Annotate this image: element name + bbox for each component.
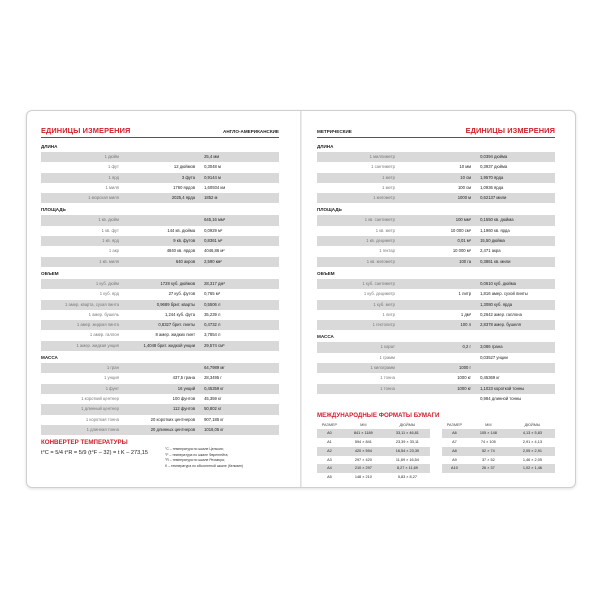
left-page-subtitle: АНГЛО-АМЕРИКАНСКИЕ xyxy=(223,129,279,134)
equivalent-cell: 2025,4 ярда xyxy=(122,193,198,203)
paper-cell: A10 xyxy=(442,464,467,473)
paper-cell: 16,54 × 23,39 xyxy=(385,447,430,456)
converted-cell xyxy=(474,363,555,373)
table-row xyxy=(317,215,555,225)
table-row xyxy=(41,300,279,310)
paper-cell: 5,83 × 8,27 xyxy=(397,475,417,480)
equivalent-cell: 144 кв. дюйма xyxy=(167,227,196,233)
paper-formats xyxy=(317,422,555,488)
paper-formats-title: МЕЖДУНАРОДНЫЕ ФОРМАТЫ БУМАГИ xyxy=(317,412,440,420)
temperature-note: °F – температура по шкале Фаренгейта; xyxy=(165,452,229,457)
unit-cell: 1 кв. фут xyxy=(101,227,119,233)
section-title: ДЛИНА xyxy=(41,144,58,149)
table-row xyxy=(41,330,279,340)
unit-cell: 1 куб. дюйм xyxy=(41,279,122,289)
equivalent-cell: 1,244 куб. фута xyxy=(164,311,196,317)
unit-cell: 1 короткий центнер xyxy=(81,395,119,401)
paper-row xyxy=(317,473,430,482)
converted-cell: 0,45359 кг xyxy=(198,384,279,394)
equivalent-cell: 1728 куб. дюймов xyxy=(122,279,198,289)
unit-cell: 1 кв. метр xyxy=(375,227,395,233)
unit-cell: 1 дюйм xyxy=(41,152,122,162)
table-row xyxy=(317,289,555,299)
paper-cell: A7 xyxy=(452,440,457,445)
paper-row xyxy=(442,438,555,447)
paper-header-cell: ММ xyxy=(360,423,367,428)
converted-cell: 35,239 л xyxy=(204,311,221,317)
table-row xyxy=(41,341,279,351)
equivalent-cell: 437,5 грана xyxy=(172,375,196,381)
table-row xyxy=(41,173,279,183)
unit-cell: 1 ярд xyxy=(41,173,122,183)
paper-cell: 33,11 × 46,81 xyxy=(385,429,430,438)
equivalent-cell: 0,01 м² xyxy=(398,236,474,246)
table-row xyxy=(317,246,555,256)
paper-header-cell: ДЮЙМЫ xyxy=(399,423,416,428)
equivalent-cell: 8 амер. жидких пинт xyxy=(155,332,196,338)
table-row xyxy=(317,279,555,289)
table-row xyxy=(317,183,555,193)
converted-cell: 3,086 грана xyxy=(474,342,555,352)
left-sections xyxy=(41,144,279,435)
unit-cell: 1 карат xyxy=(317,342,398,352)
converted-cell: 1,60934 км xyxy=(204,184,226,190)
converted-cell: 0,5506 л xyxy=(198,300,279,310)
table-row xyxy=(317,353,555,363)
paper-header-cell: РАЗМЕР xyxy=(446,423,463,428)
table-row xyxy=(41,183,279,193)
conversion-table xyxy=(317,342,555,404)
converted-cell: 0,03527 унции xyxy=(480,354,508,360)
converted-cell: 45,359 кг xyxy=(204,395,222,401)
unit-cell: 1 кв. миля xyxy=(41,257,122,267)
paper-cell: 74 × 105 xyxy=(480,440,496,445)
equivalent-cell: 0,2 г xyxy=(398,342,474,352)
equivalent-cell: 1000 г xyxy=(398,363,474,373)
paper-formats-table-left xyxy=(317,422,430,482)
paper-cell: 1,46 × 2,05 xyxy=(522,457,542,462)
paper-cell: 11,69 × 16,54 xyxy=(395,457,419,462)
table-row xyxy=(317,162,555,172)
unit-cell: 1 литр xyxy=(382,311,395,317)
equivalent-cell: 0,9689 брит. кварты xyxy=(122,300,198,310)
table-row xyxy=(317,236,555,246)
paper-cell: 297 × 420 xyxy=(354,457,372,462)
section-title: МАССА xyxy=(41,355,58,361)
converted-cell: 15,50 дюйма xyxy=(474,236,555,246)
converted-cell: 2,590 км² xyxy=(198,257,279,267)
table-row xyxy=(41,425,279,435)
unit-cell: 1 амер. жидкая пинта xyxy=(41,320,122,330)
equivalent-cell: 1,4048 брит. жидкой унции xyxy=(122,341,198,351)
paper-cell: 8,27 × 11,69 xyxy=(385,464,430,473)
table-row xyxy=(41,289,279,299)
paper-header-row xyxy=(317,422,430,429)
unit-cell: 1 метр xyxy=(382,184,395,190)
unit-cell xyxy=(317,394,398,404)
equivalent-cell xyxy=(398,353,474,363)
table-row xyxy=(41,394,279,404)
converted-cell: 29,574 см³ xyxy=(198,341,279,351)
unit-cell: 1 куб. метр xyxy=(317,300,398,310)
converted-cell: 0,3937 дюйма xyxy=(480,164,508,170)
equivalent-cell: 10 000 см² xyxy=(450,227,472,233)
paper-cell: 420 × 594 xyxy=(342,447,385,456)
paper-row xyxy=(442,429,555,438)
paper-cell: 1,02 × 1,46 xyxy=(510,464,555,473)
table-row xyxy=(41,257,279,267)
left-page-title: ЕДИНИЦЫ ИЗМЕРЕНИЯ xyxy=(41,126,131,135)
equivalent-cell xyxy=(122,215,198,225)
right-page-header xyxy=(317,123,555,138)
unit-cell: 1 грамм xyxy=(379,354,395,360)
unit-cell: 1 метр xyxy=(317,173,398,183)
unit-cell: 1 морская миля xyxy=(41,193,122,203)
unit-cell: 1 длинный центнер xyxy=(41,404,122,414)
converted-cell: 0,3048 м xyxy=(204,164,221,170)
converted-cell: 1852 м xyxy=(198,193,279,203)
paper-row xyxy=(317,438,430,447)
converted-cell: 3,7854 л xyxy=(204,332,221,338)
temperature-converter-title: КОНВЕРТЕР ТЕМПЕРАТУРЫ xyxy=(41,439,128,447)
paper-cell: 210 × 297 xyxy=(342,464,385,473)
paper-cell: 4,13 × 5,83 xyxy=(510,429,555,438)
unit-cell: 1 сантиметр xyxy=(371,164,395,170)
temperature-formula: t°C = 5/4 t°R = 5/9 (t°F – 32) = t K – 273,15 xyxy=(41,450,148,457)
converted-cell: 0,4732 л xyxy=(198,320,279,330)
paper-row xyxy=(317,447,430,456)
converted-cell: 0,3861 кв. мили xyxy=(474,257,555,267)
paper-cell: A0 xyxy=(317,429,342,438)
paper-formats-table-right xyxy=(442,422,555,473)
unit-cell: 1 кв. дециметр xyxy=(317,236,398,246)
temperature-note: K – температура по абсолютной шкале (Кельвин) xyxy=(165,463,244,468)
table-row xyxy=(41,373,279,383)
table-row xyxy=(41,193,279,203)
unit-cell: 1 тонна xyxy=(317,384,398,394)
equivalent-cell: 100 фунтов xyxy=(172,395,196,401)
table-row xyxy=(317,193,555,203)
paper-header-row xyxy=(442,422,555,429)
paper-cell: 26 × 37 xyxy=(467,464,510,473)
paper-header-cell: ДЮЙМЫ xyxy=(524,423,541,428)
left-page-header xyxy=(41,123,279,138)
equivalent-cell xyxy=(398,300,474,310)
equivalent-cell: 1000 кг xyxy=(398,384,474,394)
equivalent-cell: 100 мм² xyxy=(398,215,474,225)
book-spine xyxy=(300,111,302,487)
paper-row xyxy=(442,456,555,465)
unit-cell: 1 короткая тонна xyxy=(85,416,119,422)
table-row xyxy=(41,320,279,330)
table-row xyxy=(41,246,279,256)
unit-cell: 1 фунт xyxy=(41,384,122,394)
paper-cell: A9 xyxy=(452,457,457,462)
unit-cell: 1 фут xyxy=(108,164,119,170)
temperature-notes xyxy=(165,447,243,469)
table-row xyxy=(41,162,279,172)
paper-cell: 2,05 × 2,91 xyxy=(510,447,555,456)
table-row xyxy=(317,384,555,394)
converted-cell: 0,8361 м² xyxy=(198,236,279,246)
paper-cell: 594 × 841 xyxy=(354,440,372,445)
converted-cell: 0,9144 м xyxy=(198,173,279,183)
equivalent-cell: 27 куб. футов xyxy=(168,291,196,297)
converted-cell: 1,9570 ярда xyxy=(474,173,555,183)
unit-cell: 1 миля xyxy=(105,184,119,190)
converted-cell: 0,984 длинной тонны xyxy=(480,395,522,401)
section-title: ПЛОЩАДЬ xyxy=(41,207,66,213)
table-row xyxy=(41,310,279,320)
equivalent-cell xyxy=(122,152,198,162)
section-title: ОБЪЕМ xyxy=(317,270,335,276)
paper-cell: 148 × 210 xyxy=(354,475,372,480)
temperature-note: °R – температура по шкале Реомюра; xyxy=(165,458,225,463)
converted-cell: 0,0394 дюйма xyxy=(474,152,555,162)
table-row xyxy=(41,226,279,236)
temperature-note: °C – температура по шкале Цельсия; xyxy=(165,447,224,452)
unit-cell: 1 амер. кварта, сухая пинта xyxy=(41,300,122,310)
paper-row xyxy=(317,456,430,465)
converted-cell: 0,1550 кв. дюйма xyxy=(474,215,555,225)
equivalent-cell: 1 литр xyxy=(458,291,472,297)
table-row xyxy=(41,363,279,373)
equivalent-cell: 112 фунтов xyxy=(122,404,198,414)
paper-cell: 2,91 × 4,13 xyxy=(522,440,542,445)
converted-cell: 2,471 акра xyxy=(480,248,501,254)
table-row xyxy=(317,320,555,330)
equivalent-cell: 12 дюймов xyxy=(173,164,196,170)
equivalent-cell: 16 унций xyxy=(122,384,198,394)
converted-cell: 64,7989 мг xyxy=(198,363,279,373)
equivalent-cell: 10 см xyxy=(398,173,474,183)
temperature-converter xyxy=(41,446,279,476)
converted-cell: 1,0936 ярда xyxy=(480,184,504,190)
paper-cell: A8 xyxy=(442,447,467,456)
equivalent-cell: 100 га xyxy=(398,257,474,267)
conversion-table xyxy=(317,215,555,266)
converted-cell: 28,317 дм³ xyxy=(198,279,279,289)
converted-cell: 907,185 кг xyxy=(204,416,224,422)
unit-cell: 1 куб. сантиметр xyxy=(317,279,398,289)
section-title: ПЛОЩАДЬ xyxy=(317,207,342,213)
table-row xyxy=(317,363,555,373)
equivalent-cell: 10 000 м² xyxy=(452,248,472,254)
equivalent-cell: 0,8327 брит. пинты xyxy=(122,320,198,330)
table-row xyxy=(41,279,279,289)
unit-cell: 1 кв. ярд xyxy=(41,236,122,246)
converted-cell: 1016,05 кг xyxy=(198,425,279,435)
section-title: МАССА xyxy=(317,334,334,340)
table-row xyxy=(41,152,279,162)
equivalent-cell: 1760 ярдов xyxy=(173,184,196,190)
section-title: ДЛИНА xyxy=(317,144,334,149)
converted-cell: 1,1960 кв. ярда xyxy=(480,227,510,233)
right-page xyxy=(317,123,555,488)
unit-cell: 1 кв. сантиметр xyxy=(317,215,398,225)
unit-cell: 1 гектолитр xyxy=(317,320,398,330)
section-title: ОБЪЕМ xyxy=(41,270,59,276)
paper-cell: A4 xyxy=(317,464,342,473)
table-row xyxy=(41,384,279,394)
converted-cell: 0,2642 амер. галлона xyxy=(480,311,522,317)
paper-cell: A5 xyxy=(327,475,332,480)
paper-cell: 37 × 52 xyxy=(481,457,495,462)
converted-cell: 1,816 амер. сухой пинты xyxy=(480,291,528,297)
equivalent-cell: 9 кв. футов xyxy=(122,236,198,246)
table-row xyxy=(317,373,555,383)
converted-cell: 0,0610 куб. дюйма xyxy=(474,279,555,289)
converted-cell: 1,1023 короткой тонны xyxy=(474,384,555,394)
table-row xyxy=(317,310,555,320)
paper-header-cell: РАЗМЕР xyxy=(321,423,338,428)
converted-cell: 0,45369 кг xyxy=(480,375,500,381)
converted-cell: 0,0929 м² xyxy=(204,227,223,233)
paper-cell: 52 × 74 xyxy=(467,447,510,456)
unit-cell: 1 унция xyxy=(104,375,119,381)
converted-cell: 4046,86 м² xyxy=(204,248,225,254)
equivalent-cell: 1 дм³ xyxy=(460,311,472,317)
table-row xyxy=(41,404,279,414)
table-row xyxy=(317,394,555,404)
equivalent-cell: 20 длинных центнеров xyxy=(122,425,198,435)
unit-cell: 1 амер. бушель xyxy=(88,311,119,317)
unit-cell: 1 амер. галлон xyxy=(89,332,119,338)
right-page-subtitle: МЕТРИЧЕСКИЕ xyxy=(317,129,352,134)
table-row xyxy=(317,152,555,162)
right-sections xyxy=(317,144,555,404)
converted-cell: 28,3495 г xyxy=(204,375,222,381)
unit-cell: 1 кв. дюйм xyxy=(41,215,122,225)
paper-cell: 105 × 148 xyxy=(467,429,510,438)
unit-cell: 1 километр xyxy=(317,193,398,203)
equivalent-cell xyxy=(122,363,198,373)
paper-cell: A3 xyxy=(327,457,332,462)
left-page xyxy=(41,123,279,476)
paper-row xyxy=(317,464,430,473)
unit-cell: 1 куб. дециметр xyxy=(363,291,395,297)
converted-cell: 2,8378 амер. бушеля xyxy=(474,320,555,330)
paper-row xyxy=(317,429,430,438)
paper-cell: A6 xyxy=(442,429,467,438)
table-row xyxy=(317,257,555,267)
unit-cell: 1 килограмм xyxy=(317,363,398,373)
table-row xyxy=(41,415,279,425)
unit-cell: 1 кв. километр xyxy=(317,257,398,267)
table-row xyxy=(317,173,555,183)
converted-cell: 0,62137 мили xyxy=(474,193,555,203)
equivalent-cell: 100 см xyxy=(457,184,472,190)
unit-cell: 1 гран xyxy=(41,363,122,373)
converted-cell: 50,802 кг xyxy=(198,404,279,414)
equivalent-cell: 1000 м xyxy=(398,193,474,203)
equivalent-cell xyxy=(398,394,474,404)
paper-cell: A1 xyxy=(327,440,332,445)
unit-cell: 1 гектар xyxy=(379,248,395,254)
paper-row xyxy=(442,464,555,473)
unit-cell: 1 миллиметр xyxy=(317,152,398,162)
unit-cell: 1 длинная тонна xyxy=(41,425,122,435)
equivalent-cell: 640 акров xyxy=(122,257,198,267)
equivalent-cell xyxy=(398,152,474,162)
conversion-table xyxy=(41,363,279,435)
table-row xyxy=(317,226,555,236)
conversion-table xyxy=(41,152,279,203)
equivalent-cell: 3 фута xyxy=(122,173,198,183)
table-row xyxy=(41,236,279,246)
unit-cell: 1 амер. жидкая унция xyxy=(41,341,122,351)
conversion-table xyxy=(317,279,555,330)
converted-cell: 0,765 м³ xyxy=(204,291,220,297)
converted-cell: 25,4 мм xyxy=(198,152,279,162)
conversion-table xyxy=(41,279,279,351)
equivalent-cell: 1000 кг xyxy=(457,375,472,381)
table-row xyxy=(41,215,279,225)
table-row xyxy=(317,300,555,310)
paper-cell: 841 × 1189 xyxy=(342,429,385,438)
unit-cell: 1 акр xyxy=(108,248,119,254)
paper-cell: A2 xyxy=(317,447,342,456)
paper-cell: 23,39 × 33,11 xyxy=(395,440,419,445)
right-page-title: ЕДИНИЦЫ ИЗМЕРЕНИЯ xyxy=(465,126,555,135)
unit-cell: 1 тонна xyxy=(380,375,395,381)
paper-row xyxy=(442,447,555,456)
converted-cell: 645,16 мм² xyxy=(198,215,279,225)
conversion-table xyxy=(317,152,555,203)
equivalent-cell xyxy=(398,279,474,289)
planner-spread xyxy=(26,110,576,488)
paper-header-cell: ММ xyxy=(485,423,492,428)
converted-cell: 1,3080 куб. ярда xyxy=(474,300,555,310)
equivalent-cell: 100 л xyxy=(398,320,474,330)
conversion-table xyxy=(41,215,279,266)
equivalent-cell: 4840 кв. ярдов xyxy=(166,248,196,254)
unit-cell: 1 куб. ярд xyxy=(99,291,119,297)
equivalent-cell: 10 мм xyxy=(459,164,472,170)
table-row xyxy=(317,342,555,352)
equivalent-cell: 20 коротких центнеров xyxy=(150,416,196,422)
